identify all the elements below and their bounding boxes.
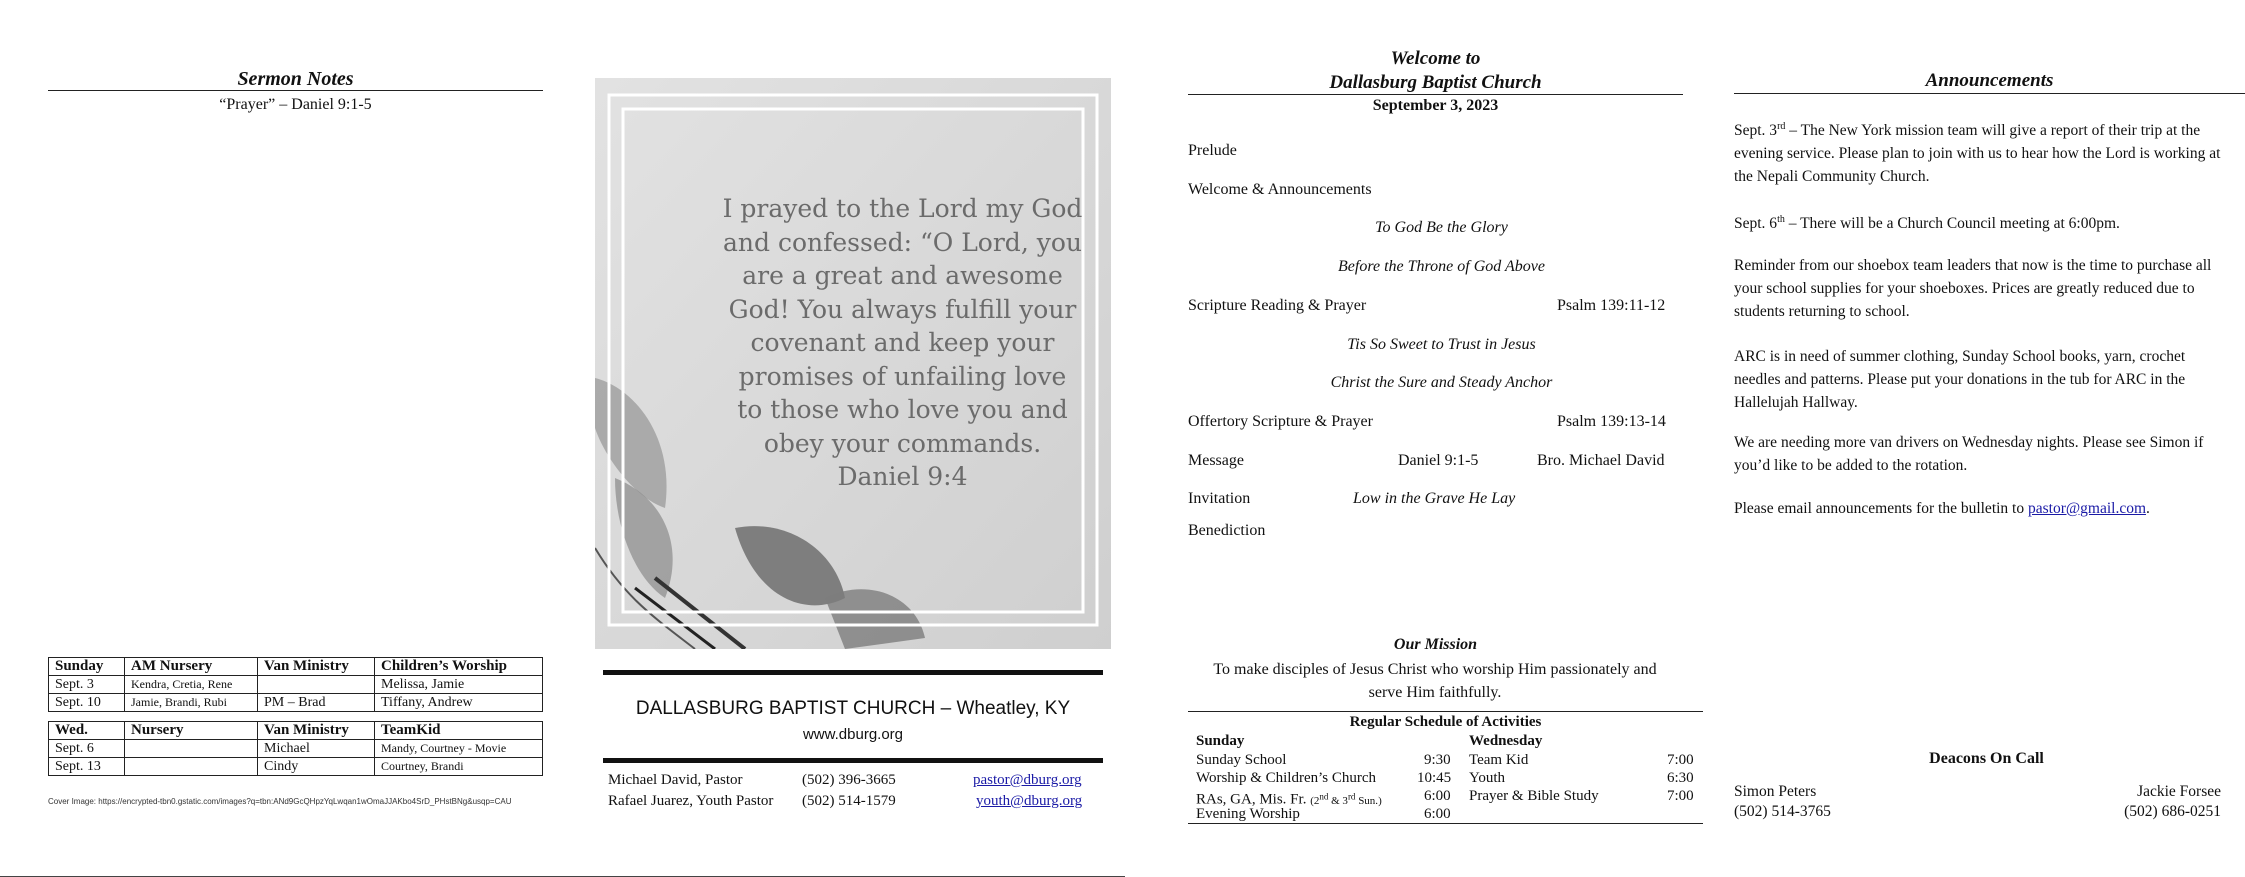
activity-time: 6:00: [1424, 788, 1451, 804]
verse-line: and confessed: “O Lord, you: [723, 227, 1082, 257]
activity-name: RAs, GA, Mis. Fr.: [1196, 791, 1307, 808]
table-header-row: [49, 722, 543, 740]
table-cell: Mandy, Courtney - Movie: [375, 740, 543, 758]
table-cell: Sept. 13: [49, 758, 125, 776]
table-cell: Sept. 3: [49, 676, 125, 694]
cover-bottom-rule: [603, 758, 1103, 763]
activity-time: 6:00: [1424, 806, 1451, 822]
activity-name: Sunday School: [1196, 752, 1287, 768]
deacon-name: Simon Peters: [1734, 783, 1817, 800]
activity-time: 7:00: [1667, 788, 1694, 804]
staff-phone: (502) 396-3665: [802, 772, 896, 788]
hymn-title: Christ the Sure and Steady Anchor: [1330, 374, 1553, 391]
note-sup: nd: [1319, 791, 1329, 801]
activities-heading: Regular Schedule of Activities: [1349, 714, 1542, 730]
verse-line: are a great and awesome: [742, 261, 1063, 290]
activity-time: 6:30: [1667, 770, 1694, 786]
hymn-title: Low in the Grave He Lay: [1353, 490, 1516, 507]
table-row: [49, 694, 543, 712]
table-header-cell: Sunday: [49, 658, 125, 676]
note-part: Sun.: [1355, 794, 1379, 807]
announcements-rule: [1734, 93, 2245, 94]
verse-line: covenant and keep your: [750, 328, 1055, 357]
table-cell: Sept. 10: [49, 694, 125, 712]
bulletin-email-link[interactable]: pastor@gmail.com: [2028, 500, 2147, 517]
table-cell: Michael: [258, 740, 375, 758]
order-item: Benediction: [1188, 522, 1266, 539]
activity-name: Youth: [1469, 770, 1505, 786]
announcement-item: Reminder from our shoebox team leaders that now is the time to purchase all your school supplies for your shoeboxes. Prices are greatly reduced due to students returning to school.: [1734, 257, 2212, 320]
order-item: Scripture Reading & Prayer: [1188, 297, 1367, 314]
mission-text: To make disciples of Jesus Christ who worship Him passionately and serve Him faithfully.: [1213, 661, 1657, 701]
cover-top-rule: [603, 670, 1103, 675]
table-cell: Cindy: [258, 758, 375, 776]
verse-line: obey your commands.: [763, 428, 1042, 458]
service-date: September 3, 2023: [1372, 97, 1499, 114]
table-cell: Sept. 6: [49, 740, 125, 758]
staff-email-link[interactable]: [973, 772, 1082, 789]
staff-name: Michael David, Pastor: [608, 772, 743, 788]
table-header-cell: Children’s Worship: [375, 658, 543, 676]
cover-verse: [700, 192, 1105, 494]
church-website: www.dburg.org: [802, 726, 904, 743]
youth-email-link[interactable]: youth@dburg.org: [976, 793, 1083, 809]
staff-name: Rafael Juarez, Youth Pastor: [608, 793, 774, 809]
order-item: Invitation: [1188, 490, 1251, 507]
order-item: Offertory Scripture & Prayer: [1188, 413, 1373, 430]
announcement-date: Sept. 6: [1734, 215, 1778, 233]
date-suffix: rd: [1777, 121, 1786, 132]
table-header-cell: TeamKid: [375, 722, 543, 740]
activity-name: Evening Worship: [1196, 806, 1300, 822]
table-row: [49, 676, 543, 694]
announcement-item: [1734, 208, 2224, 235]
message-reference: Daniel 9:1-5: [1398, 452, 1479, 469]
table-header-cell: Nursery: [125, 722, 258, 740]
note-part: & 3: [1328, 794, 1348, 807]
announcement-text: .: [2146, 500, 2150, 517]
date-suffix: th: [1777, 214, 1785, 225]
deacon-name: Jackie Forsee: [2137, 783, 2221, 800]
activity-note: (2nd & 3rd Sun.): [1310, 791, 1382, 807]
message-speaker: Bro. Michael David: [1537, 452, 1665, 469]
table-header-cell: Van Ministry: [258, 658, 375, 676]
announcement-item: ARC is in need of summer clothing, Sunday School books, yarn, crochet needles and patterns. Please put your donations in the tub for ARC in the Hallelujah Hallway.: [1734, 348, 2186, 411]
activities-bottom-rule: [1188, 823, 1703, 824]
table-row: [49, 740, 543, 758]
activity-time: 9:30: [1424, 752, 1451, 768]
church-name: DALLASBURG BAPTIST CHURCH – Wheatley, KY: [635, 698, 1071, 719]
table-cell: Courtney, Brandi: [375, 758, 543, 776]
wednesday-volunteer-table: [48, 721, 543, 776]
table-cell: [125, 740, 258, 758]
verse-reference: Daniel 9:4: [837, 462, 968, 491]
pastor-email-link[interactable]: pastor@dburg.org: [973, 772, 1082, 788]
deacon-phone: (502) 686-0251: [2124, 803, 2221, 820]
order-item: Prelude: [1188, 142, 1237, 159]
verse-line: I prayed to the Lord my God: [722, 194, 1083, 223]
church-heading: Dallasburg Baptist Church: [1329, 72, 1542, 93]
announcement-item: [1734, 115, 2224, 188]
table-cell: [125, 758, 258, 776]
order-item: Welcome & Announcements: [1188, 181, 1372, 198]
table-row: [49, 758, 543, 776]
activities-sunday-heading: Sunday: [1196, 733, 1245, 749]
announcement-text: – There will be a Church Council meeting at 6:00pm.: [1784, 215, 2120, 233]
announcement-date: Sept. 3: [1734, 122, 1778, 140]
table-cell: Tiffany, Andrew: [375, 694, 543, 712]
hymn-title: Before the Throne of God Above: [1338, 258, 1545, 275]
table-header-cell: AM Nursery: [125, 658, 258, 676]
table-cell: Melissa, Jamie: [375, 676, 543, 694]
staff-email-link[interactable]: [976, 793, 1082, 810]
table-cell: PM – Brad: [258, 694, 375, 712]
cover-image-credit: Cover Image: https://encrypted-tbn0.gstatic.com/images?q=tbn:ANd9GcQHpzYqLwqan1wOmaJJAKbo4SrD_PHstBNg&usqp=CAU: [48, 797, 512, 806]
announcements-title: Announcements: [1925, 70, 2054, 91]
note-sup: rd: [1347, 791, 1356, 801]
activities-wednesday-heading: Wednesday: [1469, 733, 1543, 749]
verse-line: to those who love you and: [737, 395, 1068, 424]
activity-name: Worship & Children’s Church: [1196, 770, 1377, 786]
deacons-heading: Deacons On Call: [1929, 750, 2044, 767]
welcome-rule: [1188, 94, 1683, 95]
sermon-notes-subtitle: “Prayer” – Daniel 9:1-5: [219, 96, 372, 113]
table-header-cell: Van Ministry: [258, 722, 375, 740]
deacon-phone: (502) 514-3765: [1734, 803, 1831, 820]
sermon-notes-title: Sermon Notes: [237, 68, 354, 90]
announcement-text: – The New York mission team will give a report of their trip at the evening service. Please plan to join with us to hear how the Lord is working at the Nepali Community Church.: [1734, 122, 2221, 186]
scripture-reference: Psalm 139:13-14: [1557, 413, 1666, 430]
hymn-title: Tis So Sweet to Trust in Jesus: [1347, 336, 1536, 353]
mission-heading: Our Mission: [1393, 636, 1478, 653]
activities-top-rule: [1188, 711, 1703, 712]
table-cell: Kendra, Cretia, Rene: [125, 676, 258, 694]
announcement-item: We are needing more van drivers on Wednesday nights. Please see Simon if you’d like to be added to the rotation.: [1734, 434, 2204, 474]
table-cell: [258, 676, 375, 694]
table-cell: Jamie, Brandi, Rubi: [125, 694, 258, 712]
announcement-item: [1734, 497, 2224, 520]
note-part: 2: [1313, 794, 1320, 807]
scripture-reference: Psalm 139:11-12: [1557, 297, 1666, 314]
sermon-notes-rule: [48, 90, 543, 91]
activity-name: Team Kid: [1469, 752, 1529, 768]
activity-time: 7:00: [1667, 752, 1694, 768]
table-header-row: [49, 658, 543, 676]
verse-line: God! You always fulfill your: [728, 294, 1077, 324]
sunday-volunteer-table: [48, 657, 543, 712]
announcement-text: Please email announcements for the bulletin to: [1734, 500, 2028, 517]
staff-phone: (502) 514-1579: [802, 793, 896, 809]
welcome-heading: Welcome to: [1390, 48, 1481, 69]
activity-time: 10:45: [1417, 770, 1452, 786]
activity-name: Prayer & Bible Study: [1469, 788, 1599, 804]
table-header-cell: Wed.: [49, 722, 125, 740]
hymn-title: To God Be the Glory: [1375, 219, 1508, 236]
verse-line: promises of unfailing love: [738, 361, 1067, 391]
order-item: Message: [1188, 452, 1244, 469]
